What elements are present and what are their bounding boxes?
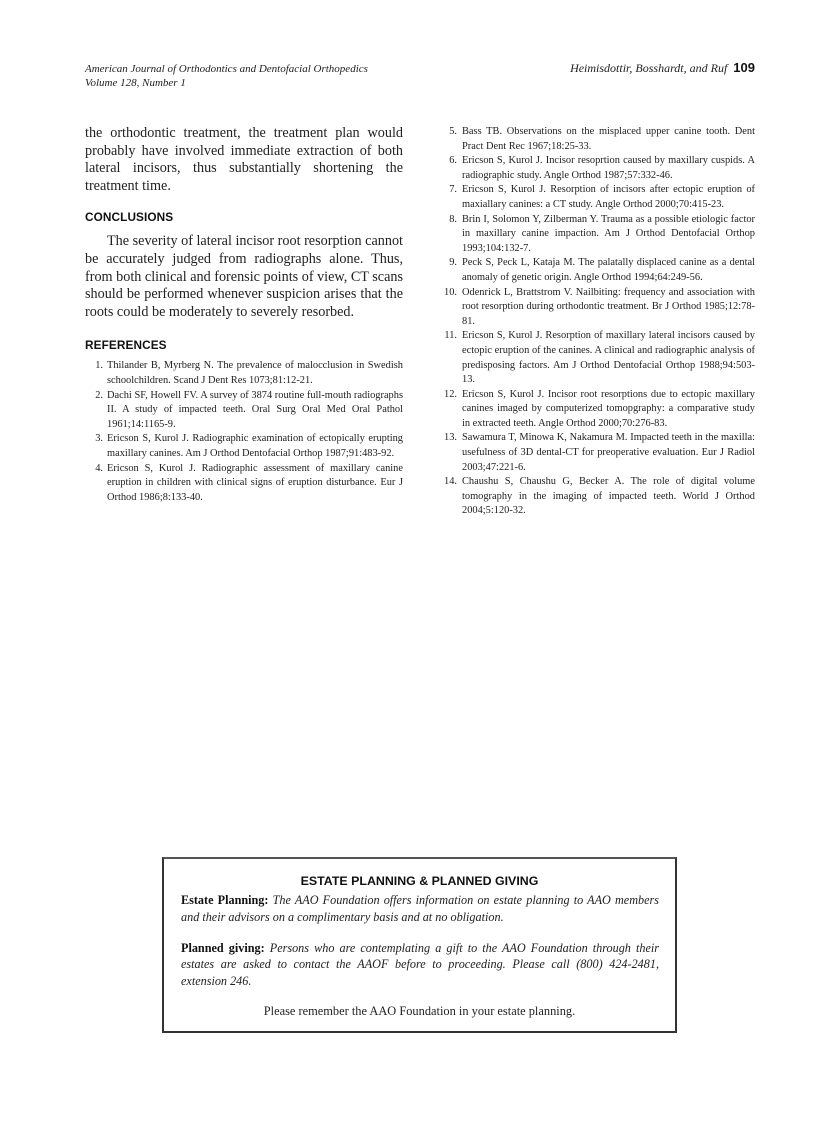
reference-text: Dachi SF, Howell FV. A survey of 3874 routine full-mouth radiographs II. A study of impacted teeth. Oral Surg Oral Med Oral Pathol 1961;14:1165-9. (107, 389, 403, 430)
reference-item: 6. Ericson S, Kurol J. Incisor resoprtion caused by maxillary cuspids. A radiographic study. Angle Orthod 1987;57:332-46. (449, 155, 755, 181)
reference-item: 11. Ericson S, Kurol J. Resorption of maxillary lateral incisors caused by ectopic eruption of the canines. A clinical and radiographic analysis of predisposing factors. Am J Orthod Dentofacial Orthop 1988;94:503-13. (444, 330, 755, 386)
reference-text: Peck S, Peck L, Kataja M. The palatally displaced canine as a dental anomaly of genetic origin. Angle Orthod 1994;64:249-56. (462, 257, 755, 283)
reference-text: Ericson S, Kurol J. Resorption of maxillary lateral incisors caused by ectopic eruption of the canines. A clinical and radiographic analysis of predisposing factors. Am J Orthod Dentofacial Orthop 1988;94:503-13. (462, 330, 755, 386)
running-header-journal (85, 62, 368, 90)
author-names: Heimisdottir, Bosshardt, and Ruf (570, 61, 728, 75)
reference-item: 9. Peck S, Peck L, Kataja M. The palatally displaced canine as a dental anomaly of genetic origin. Angle Orthod 1994;64:249-56. (449, 257, 755, 283)
planned-giving-label: Planned giving: (181, 940, 265, 955)
reference-text: Brin I, Solomon Y, Zilberman Y. Trauma as a possible etiologic factor in maxillary canine impaction. Am J Orthod Dentofacial Orthop 1993;104:132-7. (462, 213, 755, 254)
reference-item: 3. Ericson S, Kurol J. Radiographic examination of ectopically erupting maxillary canines. Am J Orthod Dentofacial Orthop 1987;91:483-92. (95, 433, 403, 459)
reference-text: Chaushu S, Chaushu G, Becker A. The role of digital volume tomography in the imaging of impacted teeth. World J Orthod 2004;5:120-32. (462, 476, 755, 517)
planned-giving-text: Persons who are contemplating a gift to the AAO Foundation through their estates are asked to contact the AAOF before to proceeding. Please call (800) 424-2481, extension 246. (181, 940, 660, 989)
reference-item: 4. Ericson S, Kurol J. Radiographic assessment of maxillary canine eruption in children with clinical signs of eruption disturbance. Eur J Orthod 1986;8:133-40. (95, 462, 403, 503)
reference-text: Ericson S, Kurol J. Incisor root resorptions due to ectopic maxillary canines imaged by computerized tomopgraphy: a comparative study in extracted teeth. Angle Orthod 2000;70:276-83. (462, 388, 755, 429)
reference-item: 8. Brin I, Solomon Y, Zilberman Y. Trauma as a possible etiologic factor in maxillary canine impaction. Am J Orthod Dentofacial Orthop 1993;104:132-7. (449, 213, 755, 254)
estate-planning-notice-box (162, 857, 677, 1033)
notice-footer: Please remember the AAO Foundation in your estate planning. (263, 1003, 576, 1018)
journal-volume: Volume 128, Number 1 (85, 77, 186, 89)
right-column (440, 125, 755, 519)
conclusions-paragraph: The severity of lateral incisor root resorption cannot be accurately judged from radiographs alone. Thus, from both clinical and forensic points of view, CT scans should be performed whenever suspicion arises that the roots could be moderately to severely resorbed. (85, 233, 403, 320)
reference-list-right (440, 125, 755, 519)
estate-planning-text: The AAO Foundation offers information on estate planning to AAO members and their advisors on a complimentary basis and at no obligation. (181, 893, 659, 924)
reference-text: Ericson S, Kurol J. Incisor resoprtion caused by maxillary cuspids. A radiographic study. Angle Orthod 1987;57:332-46. (462, 155, 755, 181)
reference-text: Sawamura T, Minowa K, Nakamura M. Impacted teeth in the maxilla: usefulness of 3D dental-CT for preoperative evaluation. Eur J Radiol 2003;47:221-6. (462, 432, 755, 473)
reference-item: 2. Dachi SF, Howell FV. A survey of 3874 routine full-mouth radiographs II. A study of impacted teeth. Oral Surg Oral Med Oral Pathol 1961;14:1165-9. (95, 389, 403, 430)
reference-item: 12. Ericson S, Kurol J. Incisor root resorptions due to ectopic maxillary canines imaged by computerized tomopgraphy: a comparative study in extracted teeth. Angle Orthod 2000;70:276-83. (444, 388, 755, 429)
reference-text: Bass TB. Observations on the misplaced upper canine tooth. Dent Pract Dent Rec 1967;18:25-33. (462, 126, 755, 152)
section-heading-conclusions: CONCLUSIONS (85, 210, 174, 225)
reference-item: 14. Chaushu S, Chaushu G, Becker A. The role of digital volume tomography in the imaging of impacted teeth. World J Orthod 2004;5:120-32. (444, 476, 755, 517)
planned-giving-paragraph (181, 940, 659, 990)
reference-text: Ericson S, Kurol J. Radiographic examination of ectopically erupting maxillary canines. Am J Orthod Dentofacial Orthop 1987;91:483-92. (107, 433, 403, 459)
notice-title: ESTATE PLANNING & PLANNED GIVING (300, 874, 539, 888)
journal-title: American Journal of Orthodontics and Dentofacial Orthopedics (85, 63, 368, 75)
reference-text: Ericson S, Kurol J. Resorption of incisors after ectopic eruption of maxiallary canines: a CT study. Angle Orthod 2000;70:415-23. (462, 184, 755, 210)
reference-text: Odenrick L, Brattstrom V. Nailbiting: frequency and association with root resorption during orthodontic treatment. Br J Orthod 1985;12:78-81. (462, 286, 755, 327)
reference-text: Thilander B, Myrberg N. The prevalence of malocclusion in Swedish schoolchildren. Scand J Dent Res 1073;81:12-21. (107, 360, 403, 386)
body-paragraph-continuation: the orthodontic treatment, the treatment plan would probably have involved immediate extraction of both lateral incisors, thus substantially shortening the treatment time. (85, 125, 403, 194)
section-heading-references: REFERENCES (85, 338, 167, 353)
left-column (85, 125, 403, 505)
reference-item: 5. Bass TB. Observations on the misplaced upper canine tooth. Dent Pract Dent Rec 1967;18:25-33. (449, 126, 755, 152)
estate-planning-paragraph (181, 892, 659, 926)
reference-item: 1. Thilander B, Myrberg N. The prevalence of malocclusion in Swedish schoolchildren. Scand J Dent Res 1073;81:12-21. (95, 360, 403, 386)
reference-item: 7. Ericson S, Kurol J. Resorption of incisors after ectopic eruption of maxiallary canines: a CT study. Angle Orthod 2000;70:415-23. (449, 184, 755, 210)
estate-planning-label: Estate Planning: (181, 893, 269, 907)
reference-list-left (85, 359, 403, 505)
page-number: 109 (733, 60, 755, 75)
reference-item: 13. Sawamura T, Minowa K, Nakamura M. Impacted teeth in the maxilla: usefulness of 3D dental-CT for preoperative evaluation. Eur J Radiol 2003;47:221-6. (444, 432, 755, 473)
reference-text: Ericson S, Kurol J. Radiographic assessment of maxillary canine eruption in children with clinical signs of eruption disturbance. Eur J Orthod 1986;8:133-40. (107, 462, 403, 503)
running-header-authors (570, 61, 755, 75)
reference-item: 10. Odenrick L, Brattstrom V. Nailbiting: frequency and association with root resorption during orthodontic treatment. Br J Orthod 1985;12:78-81. (444, 286, 755, 327)
